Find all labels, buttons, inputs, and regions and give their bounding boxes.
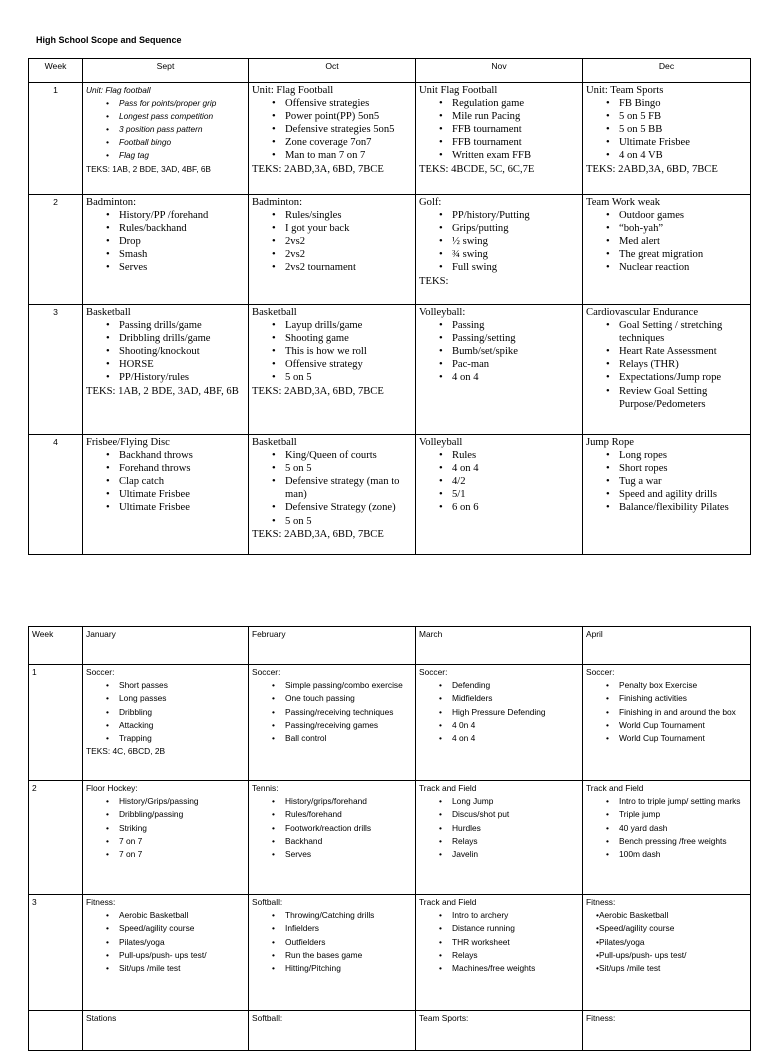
table-row [29, 781, 751, 895]
list-item: • Smash [119, 248, 245, 261]
list-item: • Rules/singles [285, 209, 412, 222]
unit-cell [416, 195, 583, 305]
teks-label: TEKS: 4C, 6BCD, 2B [86, 746, 166, 757]
list-item: • Attacking [119, 719, 245, 732]
activity-list [252, 795, 412, 861]
activity-list [86, 97, 245, 162]
list-item: • Med alert [619, 235, 747, 248]
list-item: • 6 on 6 [452, 501, 579, 514]
list-item: • Serves [119, 261, 245, 274]
list-item: • HORSE [119, 358, 245, 371]
list-item: • Defending [452, 679, 579, 692]
unit-cell [583, 195, 751, 305]
header-cell: March [416, 627, 583, 665]
unit-title: Fitness: [586, 897, 616, 907]
unit-cell [583, 83, 751, 195]
table-row [29, 1011, 751, 1051]
list-item: • World Cup Tournament [619, 732, 747, 745]
list-item: • Tug a war [619, 475, 747, 488]
unit-cell [249, 195, 416, 305]
unit-cell [249, 1011, 416, 1051]
unit-cell [416, 305, 583, 435]
teks-label: TEKS: 2ABD,3A, 6BD, 7BCE [586, 163, 718, 175]
table-header-row [29, 627, 751, 665]
header-cell: Week [29, 59, 83, 83]
teks-label: TEKS: 2ABD,3A, 6BD, 7BCE [252, 163, 384, 175]
list-item: • Passing/receiving techniques [285, 706, 412, 719]
list-item: • Longest pass competition [119, 110, 245, 123]
unit-cell [416, 895, 583, 1011]
week-number: 3 [29, 305, 83, 435]
list-item: • This is how we roll [285, 345, 412, 358]
unit-title: Unit: Flag Football [252, 85, 334, 96]
list-item: • 4 on 4 [452, 371, 579, 384]
header-cell: Sept [83, 59, 249, 83]
list-item: • Triple jump [619, 808, 747, 821]
week-number: 2 [29, 781, 83, 895]
teks-label: TEKS: [419, 275, 449, 287]
unit-title: Track and Field [419, 897, 477, 907]
list-item: • 100m dash [619, 848, 747, 861]
list-item: • Intro to archery [452, 909, 579, 922]
list-item: • Dribbling drills/game [119, 332, 245, 345]
list-item: • Throwing/Catching drills [285, 909, 412, 922]
activity-list [586, 449, 747, 514]
list-item: • FB Bingo [619, 97, 747, 110]
list-item: • Long ropes [619, 449, 747, 462]
unit-title: Basketball [252, 307, 297, 318]
list-item: • Defensive strategies 5on5 [285, 123, 412, 136]
unit-cell [583, 781, 751, 895]
week-number: 1 [29, 665, 83, 781]
activity-list [252, 449, 412, 528]
unit-title: Cardiovascular Endurance [586, 307, 699, 318]
list-item: • King/Queen of courts [285, 449, 412, 462]
list-item: • Long passes [119, 692, 245, 705]
unit-title: Unit Flag Football [419, 85, 498, 96]
list-item: • 4 0n 4 [452, 719, 579, 732]
list-item: • Javelin [452, 848, 579, 861]
unit-cell [83, 665, 249, 781]
list-item: • The great migration [619, 248, 747, 261]
list-item: • Ultimate Frisbee [619, 136, 747, 149]
unit-cell [249, 665, 416, 781]
list-item: • ¾ swing [452, 248, 579, 261]
list-item: • Man to man 7 on 7 [285, 149, 412, 162]
list-item: • Passing/setting [452, 332, 579, 345]
activity-list [586, 909, 747, 975]
list-item: • Outdoor games [619, 209, 747, 222]
list-item: • 4/2 [452, 475, 579, 488]
week-number: 2 [29, 195, 83, 305]
unit-cell [583, 665, 751, 781]
header-cell: Nov [416, 59, 583, 83]
unit-title: Track and Field [586, 783, 644, 793]
activity-list [86, 909, 245, 975]
list-item: • Speed/agility course [592, 922, 747, 935]
list-item: • Speed and agility drills [619, 488, 747, 501]
unit-cell [416, 781, 583, 895]
list-item: • Simple passing/combo exercise [285, 679, 412, 692]
activity-list [586, 209, 747, 274]
unit-title: Volleyball [419, 437, 463, 448]
list-item: • Balance/flexibility Pilates [619, 501, 747, 514]
list-item: • Backhand throws [119, 449, 245, 462]
list-item: • Relays (THR) [619, 358, 747, 371]
unit-cell [83, 895, 249, 1011]
list-item: • Ultimate Frisbee [119, 501, 245, 514]
list-item: • Midfielders [452, 692, 579, 705]
list-item: • Serves [285, 848, 412, 861]
list-item: • Hurdles [452, 822, 579, 835]
list-item: • Backhand [285, 835, 412, 848]
unit-cell [249, 895, 416, 1011]
header-cell: Week [29, 627, 83, 665]
list-item: • World Cup Tournament [619, 719, 747, 732]
unit-title: Frisbee/Flying Disc [86, 437, 170, 448]
activity-list [86, 449, 245, 514]
header-cell: Dec [583, 59, 751, 83]
activity-list [419, 449, 579, 514]
activity-list [86, 319, 245, 384]
table-row [29, 195, 751, 305]
list-item: • Finishing activities [619, 692, 747, 705]
list-item: • Speed/agility course [119, 922, 245, 935]
list-item: • History/Grips/passing [119, 795, 245, 808]
list-item: • Clap catch [119, 475, 245, 488]
list-item: • Ball control [285, 732, 412, 745]
list-item: • Aerobic Basketball [592, 909, 747, 922]
list-item: • Zone coverage 7on7 [285, 136, 412, 149]
unit-cell [83, 781, 249, 895]
list-item: • Run the bases game [285, 949, 412, 962]
list-item: • Shooting/knockout [119, 345, 245, 358]
unit-cell [583, 1011, 751, 1051]
list-item: • PP/history/Putting [452, 209, 579, 222]
table-row [29, 305, 751, 435]
activity-list [419, 209, 579, 274]
unit-cell [83, 435, 249, 555]
teks-label: TEKS: 1AB, 2 BDE, 3AD, 4BF, 6B [86, 385, 239, 397]
list-item: • Infielders [285, 922, 412, 935]
list-item: • Ultimate Frisbee [119, 488, 245, 501]
list-item: • Aerobic Basketball [119, 909, 245, 922]
list-item: • 2vs2 [285, 248, 412, 261]
unit-title: Floor Hockey: [86, 783, 138, 793]
list-item: • Relays [452, 949, 579, 962]
list-item: • Shooting game [285, 332, 412, 345]
list-item: • Distance running [452, 922, 579, 935]
list-item: • Football bingo [119, 136, 245, 149]
list-item: • 3 position pass pattern [119, 123, 245, 136]
activity-list [586, 319, 747, 411]
table-row [29, 665, 751, 781]
unit-title: Fitness: [86, 897, 116, 907]
table-row [29, 895, 751, 1011]
list-item: • Intro to triple jump/ setting marks [619, 795, 747, 808]
activity-list [86, 795, 245, 861]
list-item: • I got your back [285, 222, 412, 235]
unit-cell [249, 781, 416, 895]
list-item: • Power point(PP) 5on5 [285, 110, 412, 123]
list-item: • FFB tournament [452, 136, 579, 149]
unit-cell [249, 435, 416, 555]
list-item: • Pilates/yoga [592, 936, 747, 949]
page-title: High School Scope and Sequence [36, 35, 182, 45]
list-item: • 5/1 [452, 488, 579, 501]
list-item: • FFB tournament [452, 123, 579, 136]
unit-cell [416, 665, 583, 781]
unit-cell [249, 305, 416, 435]
unit-title: Basketball [86, 307, 131, 318]
table-row [29, 83, 751, 195]
activity-list [252, 209, 412, 274]
list-item: • 4 on 4 [452, 462, 579, 475]
activity-list [252, 909, 412, 975]
unit-cell [83, 83, 249, 195]
unit-title: Golf: [419, 197, 442, 208]
unit-cell [416, 83, 583, 195]
scope-table-spring [28, 626, 751, 1051]
list-item: • 4 on 4 VB [619, 149, 747, 162]
activity-list [419, 319, 579, 384]
list-item: • Regulation game [452, 97, 579, 110]
activity-list [419, 679, 579, 745]
list-item: • Heart Rate Assessment [619, 345, 747, 358]
activity-list [252, 97, 412, 162]
list-item: • One touch passing [285, 692, 412, 705]
unit-title: Jump Rope [586, 437, 634, 448]
list-item: • Passing [452, 319, 579, 332]
list-item: • Pilates/yoga [119, 936, 245, 949]
table-header-row [29, 59, 751, 83]
list-item: • Rules/backhand [119, 222, 245, 235]
list-item: • 7 on 7 [119, 835, 245, 848]
list-item: • Finishing in and around the box [619, 706, 747, 719]
unit-cell [83, 305, 249, 435]
unit-title: Stations [86, 1013, 117, 1023]
list-item: • Offensive strategies [285, 97, 412, 110]
scope-table-fall [28, 58, 751, 555]
unit-title: Tennis: [252, 783, 279, 793]
unit-title: Team Work weak [586, 197, 661, 208]
list-item: • PP/History/rules [119, 371, 245, 384]
unit-title: Soccer: [586, 667, 615, 677]
list-item: • Pull-ups/push- ups test/ [592, 949, 747, 962]
activity-list [419, 97, 579, 162]
unit-cell [416, 1011, 583, 1051]
list-item: • Review Goal Setting Purpose/Pedometers [619, 385, 747, 411]
list-item: • Drop [119, 235, 245, 248]
list-item: • Pac-man [452, 358, 579, 371]
activity-list [86, 209, 245, 274]
activity-list [419, 795, 579, 861]
list-item: • Flag tag [119, 149, 245, 162]
list-item: • Short passes [119, 679, 245, 692]
list-item: • Penalty box Exercise [619, 679, 747, 692]
list-item: • ½ swing [452, 235, 579, 248]
list-item: • 5 on 5 [285, 515, 412, 528]
unit-title: Badminton: [252, 197, 303, 208]
list-item: • High Pressure Defending [452, 706, 579, 719]
list-item: • Layup drills/game [285, 319, 412, 332]
list-item: • Rules [452, 449, 579, 462]
list-item: • Passing drills/game [119, 319, 245, 332]
activity-list [252, 679, 412, 745]
list-item: • Bench pressing /free weights [619, 835, 747, 848]
list-item: • Offensive strategy [285, 358, 412, 371]
unit-cell [83, 1011, 249, 1051]
table-row [29, 435, 751, 555]
list-item: • Defensive strategy (man to man) [285, 475, 412, 501]
list-item: • Bumb/set/spike [452, 345, 579, 358]
unit-cell [583, 895, 751, 1011]
week-number: 4 [29, 435, 83, 555]
list-item: • Short ropes [619, 462, 747, 475]
week-number: 3 [29, 895, 83, 1011]
list-item: • Mile run Pacing [452, 110, 579, 123]
list-item: • Sit/ups /mile test [119, 962, 245, 975]
teks-label: TEKS: 1AB, 2 BDE, 3AD, 4BF, 6B [86, 163, 211, 174]
list-item: • Expectations/Jump rope [619, 371, 747, 384]
unit-title: Fitness: [586, 1013, 616, 1023]
unit-cell [583, 435, 751, 555]
list-item: • Footwork/reaction drills [285, 822, 412, 835]
list-item: • Relays [452, 835, 579, 848]
unit-cell [583, 305, 751, 435]
list-item: • Forehand throws [119, 462, 245, 475]
list-item: • Goal Setting / stretching techniques [619, 319, 747, 345]
list-item: • Defensive Strategy (zone) [285, 501, 412, 514]
header-cell: January [83, 627, 249, 665]
list-item: • Sit/ups /mile test [592, 962, 747, 975]
unit-cell [249, 83, 416, 195]
unit-title: Badminton: [86, 197, 137, 208]
activity-list [586, 795, 747, 861]
list-item: • 5 on 5 [285, 371, 412, 384]
list-item: • Hitting/Pitching [285, 962, 412, 975]
list-item: • 2vs2 tournament [285, 261, 412, 274]
list-item: • Long Jump [452, 795, 579, 808]
list-item: • History/PP /forehand [119, 209, 245, 222]
list-item: • THR worksheet [452, 936, 579, 949]
list-item: • “boh-yah” [619, 222, 747, 235]
list-item: • Outfielders [285, 936, 412, 949]
week-number: 1 [29, 83, 83, 195]
unit-title: Volleyball: [419, 307, 466, 318]
list-item: • Dribbling [119, 706, 245, 719]
list-item: • Full swing [452, 261, 579, 274]
list-item: • Grips/putting [452, 222, 579, 235]
teks-label: TEKS: 2ABD,3A, 6BD, 7BCE [252, 528, 384, 540]
unit-title: Track and Field [419, 783, 477, 793]
list-item: • Nuclear reaction [619, 261, 747, 274]
list-item: • 5 on 5 FB [619, 110, 747, 123]
list-item: • Dribbling/passing [119, 808, 245, 821]
unit-title: Unit: Team Sports [586, 85, 664, 96]
list-item: • Pull-ups/push- ups test/ [119, 949, 245, 962]
week-number [29, 1011, 83, 1051]
unit-title: Soccer: [86, 667, 115, 677]
activity-list [586, 97, 747, 162]
unit-title: Soccer: [252, 667, 281, 677]
activity-list [86, 679, 245, 745]
header-cell: Oct [249, 59, 416, 83]
unit-title: Softball: [252, 1013, 283, 1023]
list-item: • 4 on 4 [452, 732, 579, 745]
unit-title: Unit: Flag football [86, 85, 151, 95]
list-item: • 7 on 7 [119, 848, 245, 861]
header-cell: February [249, 627, 416, 665]
list-item: • 2vs2 [285, 235, 412, 248]
unit-title: Team Sports: [419, 1013, 469, 1023]
list-item: • Discus/shot put [452, 808, 579, 821]
unit-title: Basketball [252, 437, 297, 448]
teks-label: TEKS: 2ABD,3A, 6BD, 7BCE [252, 385, 384, 397]
list-item: • Pass for points/proper grip [119, 97, 245, 110]
unit-title: Soccer: [419, 667, 448, 677]
list-item: • 5 on 5 [285, 462, 412, 475]
unit-cell [83, 195, 249, 305]
list-item: • Rules/forehand [285, 808, 412, 821]
list-item: • Passing/receiving games [285, 719, 412, 732]
teks-label: TEKS: 4BCDE, 5C, 6C,7E [419, 163, 535, 175]
unit-title: Softball: [252, 897, 283, 907]
list-item: • 5 on 5 BB [619, 123, 747, 136]
unit-cell [416, 435, 583, 555]
activity-list [419, 909, 579, 975]
list-item: • Striking [119, 822, 245, 835]
header-cell: April [583, 627, 751, 665]
list-item: • Machines/free weights [452, 962, 579, 975]
list-item: • Written exam FFB [452, 149, 579, 162]
list-item: • Trapping [119, 732, 245, 745]
activity-list [586, 679, 747, 745]
list-item: • History/grips/forehand [285, 795, 412, 808]
activity-list [252, 319, 412, 384]
list-item: • 40 yard dash [619, 822, 747, 835]
